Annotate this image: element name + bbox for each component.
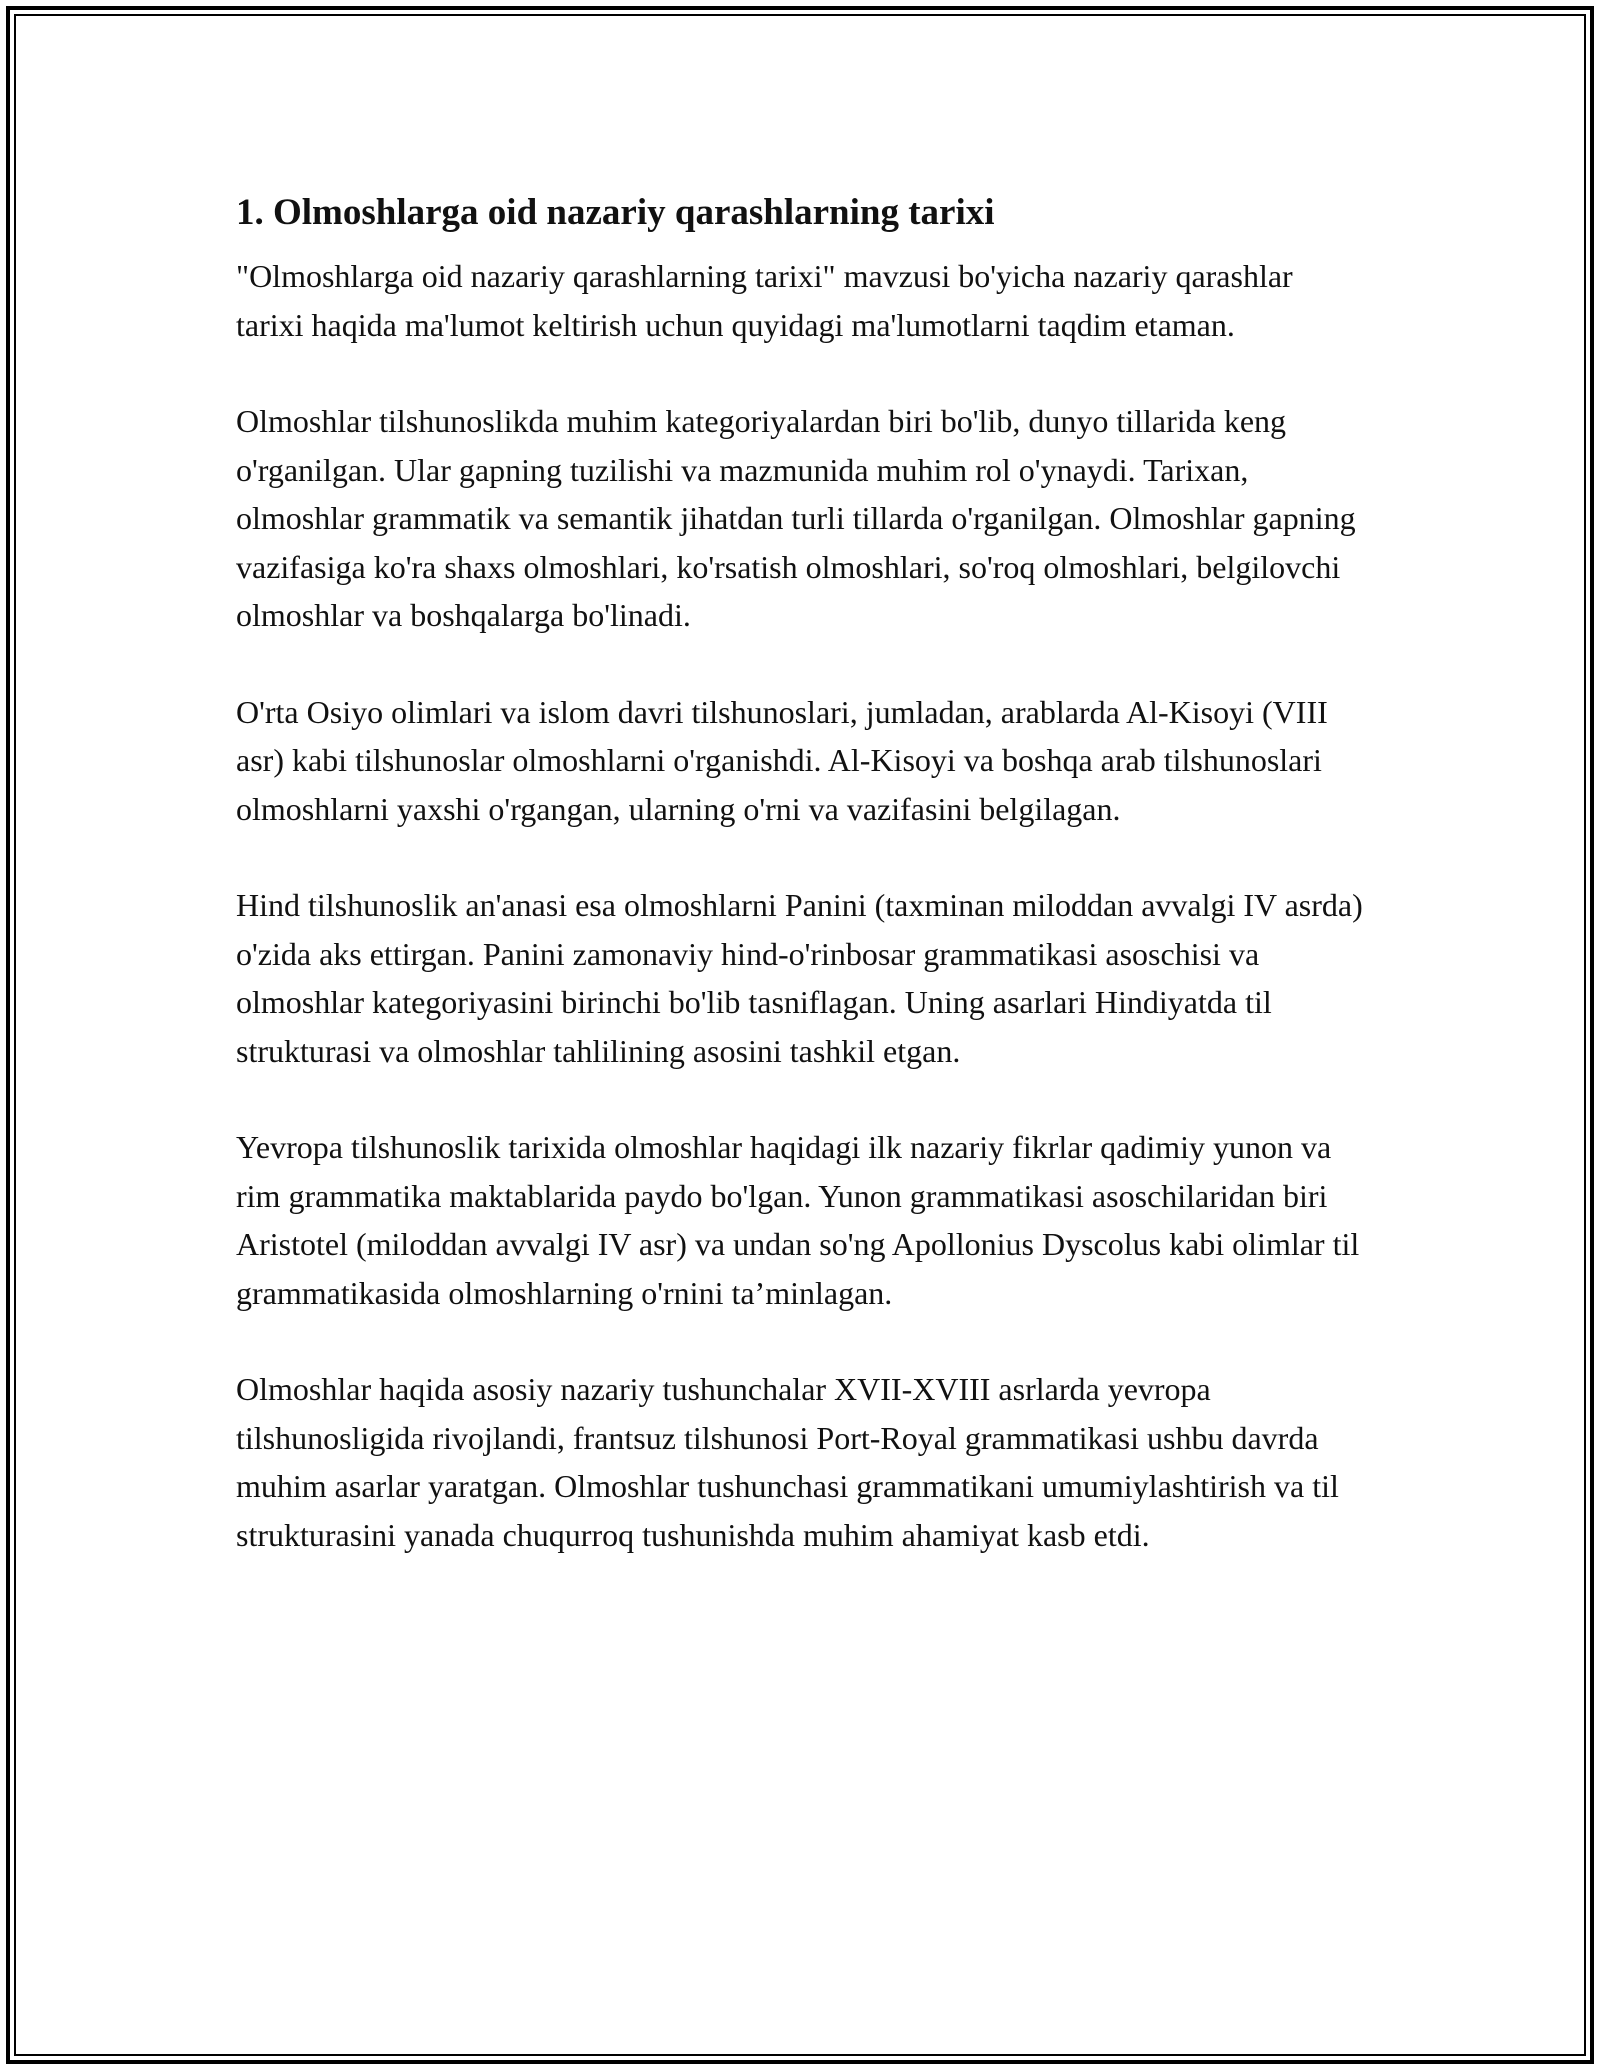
paragraph-intro: "Olmoshlarga oid nazariy qarashlarning tarixi" mavzusi bo'yicha nazariy qarashlar tarixi haqida ma'lumot keltirish uchun quyidagi ma'lumotlarni taqdim etaman. [236,258,1293,343]
paragraph-overview: Olmoshlar tilshunoslikda muhim kategoriyalardan biri bo'lib, dunyo tillarida keng o'rganilgan. Ular gapning tuzilishi va mazmunida muhim rol o'ynaydi. Tarixan, olmoshlar grammatik va semantik jihatdan turli tillarda o'rganilgan. Olmoshlar gapning vazifasiga ko'ra shaxs olmoshlari, ko'rsatish olmoshlari, so'roq olmoshlari, belgilovchi olmoshlar va boshqalarga bo'linadi. [236,403,1356,633]
paragraph-india: Hind tilshunoslik an'anasi esa olmoshlarni Panini (taxminan miloddan avvalgi IV asrda) o'zida aks ettirgan. Panini zamonaviy hind-o'rinbosar grammatikasi asoschisi va olmoshlar kategoriyasini birinchi bo'lib tasniflagan. Uning asarlari Hindiyatda til strukturasi va olmoshlar tahlilining asosini tashkil etgan. [236,887,1363,1069]
paragraph-europe: Yevropa tilshunoslik tarixida olmoshlar haqidagi ilk nazariy fikrlar qadimiy yunon va rim grammatika maktablarida paydo bo'lgan. Yunon grammatikasi asoschilaridan biri Aristotel (miloddan avvalgi IV asr) va undan so'ng Apollonius Dyscolus kabi olimlar til grammatikasida olmoshlarning o'rnini ta’minlagan. [236,1129,1360,1311]
paragraph-central-asia: O'rta Osiyo olimlari va islom davri tilshunoslari, jumladan, arablarda Al-Kisoyi (VIII asr) kabi tilshunoslar olmoshlarni o'rganishdi. Al-Kisoyi va boshqa arab tilshunoslari olmoshlarni yaxshi o'rgangan, ularning o'rni va vazifasini belgilagan. [236,693,1328,827]
document-body [236,186,1366,1607]
section-heading: 1. Olmoshlarga oid nazariy qarashlarning tarixi [236,192,995,233]
paragraph-port-royal: Olmoshlar haqida asosiy nazariy tushunchalar XVII-XVIII asrlarda yevropa tilshunosligida rivojlandi, frantsuz tilshunosi Port-Royal grammatikasi ushbu davrda muhim asarlar yaratgan. Olmoshlar tushunchasi grammatikani umumiylashtirish va til strukturasini yanada chuqurroq tushunishda muhim ahamiyat kasb etdi. [236,1371,1339,1553]
